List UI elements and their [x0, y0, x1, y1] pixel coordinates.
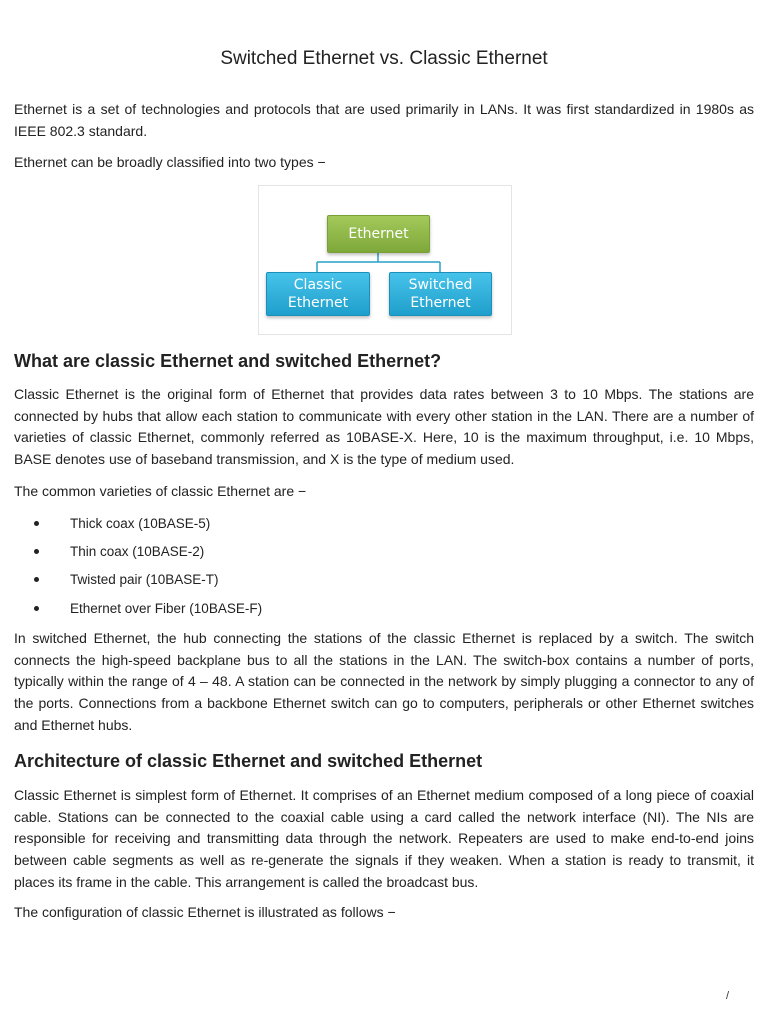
list-item: Twisted pair (10BASE-T)	[34, 569, 262, 597]
ethernet-root-label: Ethernet	[348, 226, 409, 242]
list-item: Thin coax (10BASE-2)	[34, 541, 262, 569]
classic-ethernet-label-line1: Classic	[293, 277, 343, 293]
switched-ethernet-box	[389, 272, 492, 316]
switched-ethernet-label-line2: Ethernet	[410, 295, 471, 311]
section2-paragraph-2: The configuration of classic Ethernet is illustrated as follows −	[14, 904, 396, 920]
intro-types-paragraph: Ethernet can be broadly classified into two types −	[14, 154, 326, 170]
list-item: Thick coax (10BASE-5)	[34, 513, 262, 541]
ethernet-root-box	[327, 215, 430, 253]
classic-ethernet-label-line2: Ethernet	[287, 295, 349, 311]
section1-heading: What are classic Ethernet and switched Ethernet?	[14, 351, 442, 371]
section2-heading: Architecture of classic Ethernet and switched Ethernet	[14, 751, 483, 771]
section1-paragraph-1: Classic Ethernet is the original form of Ethernet that provides data rates between 3 to 10 Mbps. The stations are connected by hubs that allow each station to communicate with every other station in the LAN. There are a number of varieties of classic Ethernet, commonly referred as 10BASE-X. Here, 10 is the maximum throughput, i.e. 10 Mbps, BASE denotes use of baseband transmission, and X is the type of medium used.	[14, 386, 754, 468]
section2-paragraph-1: Classic Ethernet is simplest form of Ethernet. It comprises of an Ethernet medium composed of a long piece of coaxial cable. Stations can be connected to the coaxial cable using a card called the network interface (NI). The NIs are responsible for receiving and transmitting data through the network. Repeaters are used to make end-to-end joins between cable segments as well as re-generate the signals if they weaken. When a station is ready to transmit, it places its frame in the cable. This arrangement is called the broadcast bus.	[14, 787, 754, 890]
page-title: Switched Ethernet vs. Classic Ethernet	[220, 48, 548, 69]
classic-ethernet-box	[266, 272, 370, 316]
list-item: Ethernet over Fiber (10BASE-F)	[34, 598, 262, 626]
switched-ethernet-label-line1: Switched	[408, 277, 473, 293]
intro-paragraph: Ethernet is a set of technologies and protocols that are used primarily in LANs. It was first standardized in 1980s as IEEE 802.3 standard.	[14, 101, 754, 139]
classic-ethernet-varieties-list	[34, 513, 262, 626]
ethernet-types-diagram	[258, 185, 512, 335]
section1-paragraph-3: In switched Ethernet, the hub connecting the stations of the classic Ethernet is replaced by a switch. The switch connects the high-speed backplane bus to all the stations in the LAN. The switch-box contains a number of ports, typically within the range of 4 – 48. A station can be connected in the network by simply plugging a connector to any of the ports. Connections from a backbone Ethernet switch can go to computers, peripherals or other Ethernet switches and Ethernet hubs.	[14, 630, 754, 733]
section1-paragraph-2: The common varieties of classic Ethernet are −	[14, 483, 307, 499]
page-footer-mark: /	[726, 990, 730, 1002]
